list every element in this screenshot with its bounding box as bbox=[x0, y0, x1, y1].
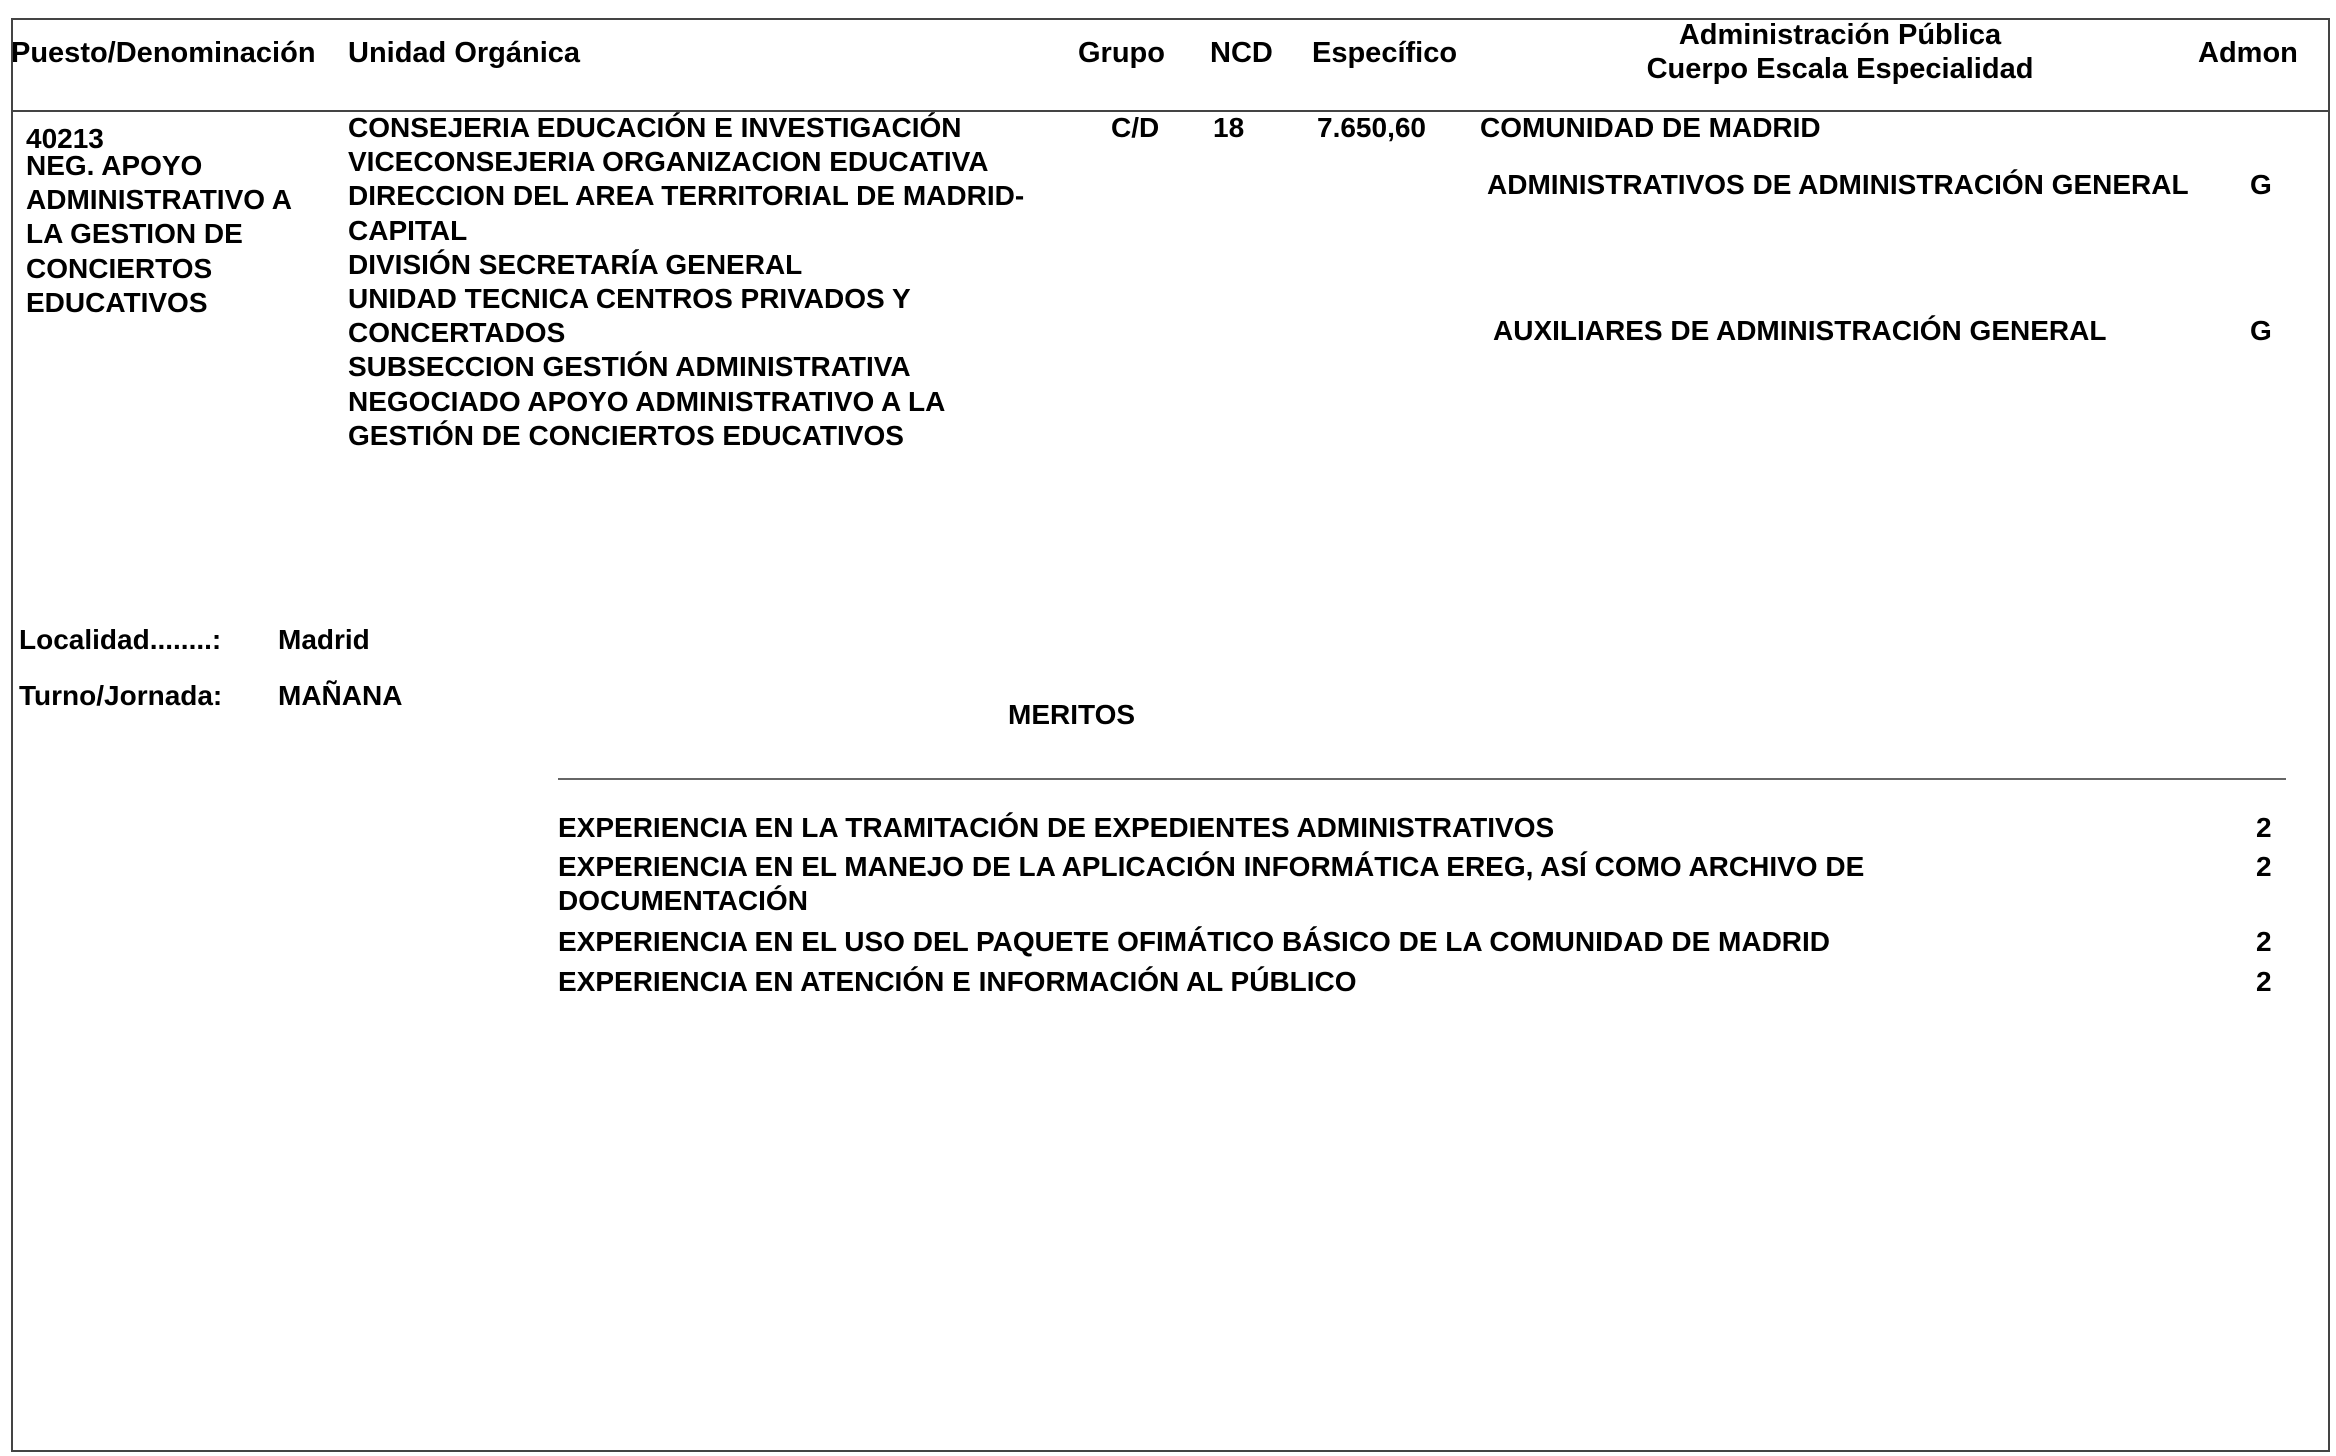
cuerpo-2-admon: G bbox=[2250, 315, 2272, 346]
especifico-value: 7.650,60 bbox=[1317, 112, 1426, 143]
header-grupo: Grupo bbox=[1078, 37, 1165, 69]
unidad-organica bbox=[348, 111, 1024, 453]
merito-text-line: EXPERIENCIA EN EL MANEJO DE LA APLICACIÓN INFORMÁTICA EREG, ASÍ COMO ARCHIVO DE bbox=[558, 851, 1865, 882]
merito-puntos: 2 bbox=[2256, 851, 2272, 882]
merito-puntos: 2 bbox=[2256, 812, 2272, 843]
header-ncd: NCD bbox=[1210, 37, 1273, 69]
merito-text-line: DOCUMENTACIÓN bbox=[558, 885, 808, 916]
merito-puntos: 2 bbox=[2256, 926, 2272, 957]
turno-label: Turno/Jornada: bbox=[19, 680, 223, 711]
denominacion-line: NEG. APOYO bbox=[26, 150, 203, 181]
merito-item bbox=[558, 811, 1554, 845]
unidad-line: DIVISIÓN SECRETARÍA GENERAL bbox=[348, 248, 803, 280]
denominacion-line: LA GESTION DE bbox=[26, 218, 243, 250]
puesto-codigo: 40213 bbox=[26, 123, 104, 154]
ncd-value: 18 bbox=[1213, 112, 1245, 143]
unidad-line: CONCERTADOS bbox=[348, 317, 566, 349]
unidad-line: GESTIÓN DE CONCIERTOS EDUCATIVOS bbox=[348, 419, 904, 451]
merito-text-line: EXPERIENCIA EN EL USO DEL PAQUETE OFIMÁTICO BÁSICO DE LA COMUNIDAD DE MADRID bbox=[558, 926, 1831, 957]
merito-item bbox=[558, 850, 1864, 918]
header-cuerpo-escala: Cuerpo Escala Especialidad bbox=[1646, 53, 2034, 85]
meritos-title: MERITOS bbox=[1008, 699, 1136, 730]
unidad-line: CONSEJERIA EDUCACIÓN E INVESTIGACIÓN bbox=[348, 112, 962, 143]
localidad-value: Madrid bbox=[278, 624, 370, 655]
unidad-line: CAPITAL bbox=[348, 214, 468, 246]
unidad-line: VICECONSEJERIA ORGANIZACION EDUCATIVA bbox=[348, 146, 989, 178]
unidad-line: NEGOCIADO APOYO ADMINISTRATIVO A LA bbox=[348, 385, 946, 417]
header-puesto: Puesto/Denominación bbox=[11, 37, 316, 69]
merito-item bbox=[558, 925, 1830, 959]
merito-text-line: EXPERIENCIA EN ATENCIÓN E INFORMACIÓN AL PÚBLICO bbox=[558, 966, 1357, 997]
header-admin-publica: Administración Pública bbox=[1678, 19, 2002, 51]
header-admon: Admon bbox=[2198, 37, 2298, 69]
meritos-divider bbox=[558, 778, 2286, 780]
cuerpo-2: AUXILIARES DE ADMINISTRACIÓN GENERAL bbox=[1493, 315, 2107, 346]
turno-value: MAÑANA bbox=[278, 680, 403, 711]
merito-puntos: 2 bbox=[2256, 966, 2272, 997]
cuerpo-1-admon: G bbox=[2250, 169, 2272, 200]
localidad-label: Localidad........: bbox=[19, 624, 222, 655]
cuerpo-1: ADMINISTRATIVOS DE ADMINISTRACIÓN GENERAL bbox=[1487, 169, 2189, 200]
merito-text-line: EXPERIENCIA EN LA TRAMITACIÓN DE EXPEDIENTES ADMINISTRATIVOS bbox=[558, 812, 1555, 843]
puesto-denominacion bbox=[26, 149, 292, 320]
grupo-value: C/D bbox=[1111, 112, 1160, 143]
unidad-line: UNIDAD TECNICA CENTROS PRIVADOS Y bbox=[348, 283, 911, 315]
denominacion-line: EDUCATIVOS bbox=[26, 286, 208, 318]
denominacion-line: ADMINISTRATIVO A bbox=[26, 184, 292, 216]
administracion-value: COMUNIDAD DE MADRID bbox=[1480, 112, 1821, 143]
header-especifico: Específico bbox=[1312, 37, 1458, 69]
denominacion-line: CONCIERTOS bbox=[26, 252, 213, 284]
unidad-line: DIRECCION DEL AREA TERRITORIAL DE MADRID- bbox=[348, 180, 1025, 212]
merito-item bbox=[558, 965, 1357, 999]
header-unidad: Unidad Orgánica bbox=[348, 37, 581, 69]
unidad-line: SUBSECCION GESTIÓN ADMINISTRATIVA bbox=[348, 351, 911, 383]
